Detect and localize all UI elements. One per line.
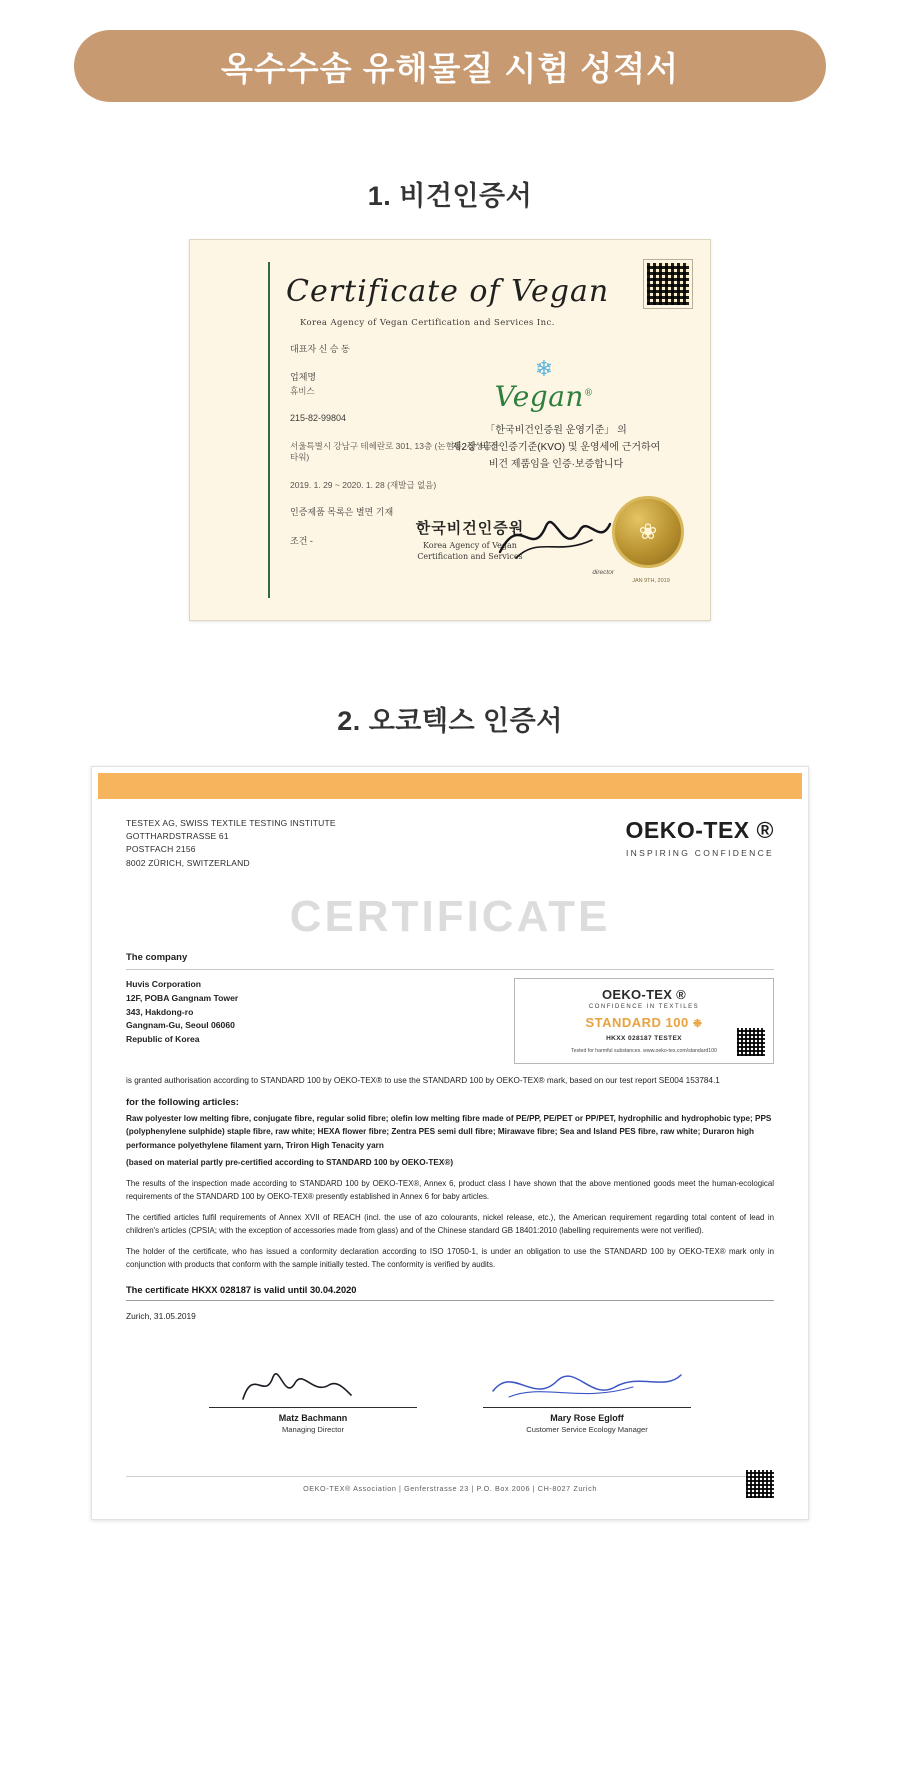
leaf-icon: ❄ xyxy=(534,356,554,381)
signatory-name: Mary Rose Egloff xyxy=(550,1413,624,1424)
divider xyxy=(483,1407,691,1408)
list-item: 인증제품 목록은 별면 기재 xyxy=(290,507,394,518)
qr-code-icon xyxy=(737,1028,765,1056)
section-heading-vegan: 1. 비건인증서 xyxy=(367,181,533,211)
list-item: 대표자 신 승 동 xyxy=(290,344,350,354)
accent-bar xyxy=(98,773,802,799)
vegan-issuer-line: Korea Agency of Vegan Certification and Services Inc. xyxy=(300,318,555,328)
vegan-logo: ❄ Vegan® xyxy=(474,358,614,413)
signatory-name: Matz Bachmann xyxy=(278,1413,348,1424)
oekotex-footer xyxy=(92,1476,808,1493)
certificate-watermark: CERTIFICATE xyxy=(289,891,611,941)
place-and-date: Zurich, 31.05.2019 xyxy=(126,1311,196,1322)
signatory xyxy=(483,1361,691,1434)
articles-note: (based on material partly pre-certified according to STANDARD 100 by OEKO-TEX®) xyxy=(126,1157,454,1167)
flower-icon: ❉ xyxy=(692,1017,703,1030)
company-row xyxy=(126,978,774,1064)
company-address: Huvis Corporation 12F, POBA Gangnam Tower 343, Hakdong-ro Gangnam-Gu, Seoul 06060 Republic of Korea xyxy=(126,978,239,1045)
signature-block xyxy=(126,1361,774,1434)
articles-text: Raw polyester low melting fibre, conjugate fibre, regular solid fibre; olefin low melting fibre made of PE/PP, PE/PET or PP/PET, hydrophilic and hydrophobic type; PPS (polyphenylene sulphide) staple fibre, raw white; HEXA flower fibre; Zentra PES semi dull fibre; Mirawave fibre; Sea and Island PES fibre, raw white; Duraron high performance polyethylene filament yarn, Triron High Tenacity yarn xyxy=(126,1114,772,1150)
vegan-divider xyxy=(268,262,270,598)
signatory-role: Managing Director xyxy=(281,1425,345,1435)
signature-icon xyxy=(483,1361,691,1407)
qr-code-icon xyxy=(644,260,692,308)
seal-date: JAN 9TH, 2019 xyxy=(632,578,670,584)
vegan-statement: 「한국비건인증원 운영기준」 의 제2장 비건인증기준(KVO) 및 운영세에 근거하여 비건 제품임을 인증·보증합니다 xyxy=(451,425,661,470)
list-item: 215-82-99804 xyxy=(290,413,347,424)
signature-icon xyxy=(209,1361,417,1407)
oekotex-logo: OEKO-TEX ® INSPIRING CONFIDENCE xyxy=(625,817,774,858)
divider xyxy=(126,1476,774,1477)
signature-label: director xyxy=(592,569,614,576)
paragraph: The results of the inspection made according to STANDARD 100 by OEKO-TEX®, Annex 6, product class I have shown that the above mentioned goods meet the human-ecological requirements of the STANDARD 100 by OEKO-TEX® presently established in Annex 6 for baby articles. xyxy=(126,1179,774,1201)
list-item: 업체명 휴비스 xyxy=(290,372,317,396)
qr-code-icon xyxy=(746,1470,774,1498)
signatory xyxy=(209,1361,417,1434)
divider xyxy=(209,1407,417,1408)
divider xyxy=(126,969,774,970)
section-heading-oekotex: 2. 오코텍스 인증서 xyxy=(337,706,563,736)
vegan-issuing-org: 한국비건인증원 Korea Agency of Vegan Certification and Services xyxy=(415,520,525,561)
paragraph: The holder of the certificate, who has issued a conformity declaration according to ISO 17050-1, is under an obligation to use the STANDARD 100 by OEKO-TEX® mark only in conjunction with products that conform with the sample initially tested. The conformity is verified by audits. xyxy=(126,1247,774,1269)
list-item: 조건 - xyxy=(290,535,313,546)
signatory-role: Customer Service Ecology Manager xyxy=(526,1425,648,1435)
grant-text: is granted authorisation according to STANDARD 100 by OEKO-TEX® to use the STANDARD 100 by OEKO-TEX® mark, based on our test report SE004 153784.1 xyxy=(126,1075,720,1085)
paragraph: The certified articles fulfil requirements of Annex XVII of REACH (incl. the use of azo colourants, nickel release, etc.), the American requirement regarding total content of lead in children's articles (CPSIA; with the exception of accessories made from glass) and of the Chinese standard GB 18401:2010 (labelling requirements were not verified). xyxy=(126,1213,774,1235)
institute-address: TESTEX AG, SWISS TEXTILE TESTING INSTITUTE GOTTHARDSTRASSE 61 POSTFACH 2156 8002 ZÜRICH, SWITZERLAND xyxy=(126,818,336,868)
list-item: 서울특별시 강남구 테헤란로 301, 13층 (논현동, 삼성금융타워) xyxy=(290,441,500,462)
oekotex-certificate-image xyxy=(91,766,809,1520)
company-label: The company xyxy=(126,951,188,963)
divider xyxy=(126,1300,774,1301)
page-banner xyxy=(74,30,826,102)
vegan-certificate-title: Certificate of Vegan xyxy=(286,274,610,309)
articles-label: for the following articles: xyxy=(126,1097,239,1109)
vegan-certificate-image xyxy=(189,239,711,621)
gold-seal-icon: ❀ xyxy=(612,496,684,568)
standard100-label: OEKO-TEX ® CONFIDENCE IN TEXTILES STANDARD 100 ❉ HKXX 028187 TESTEX Tested for harmful substances. www.oeko-tex.com/standard100 xyxy=(514,978,774,1064)
validity-statement: The certificate HKXX 028187 is valid until 30.04.2020 xyxy=(126,1285,357,1296)
oekotex-body xyxy=(92,952,808,1434)
signature-icon xyxy=(494,506,614,566)
footer-text: OEKO-TEX® Association | Genferstrasse 23 | P.O. Box 2006 | CH-8027 Zurich xyxy=(303,1484,597,1494)
list-item: 2019. 1. 29 ~ 2020. 1. 28 (재발급 없음) xyxy=(290,479,437,490)
page-title: 옥수수솜 유해물질 시험 성적서 xyxy=(221,49,679,87)
oekotex-header xyxy=(92,799,808,870)
